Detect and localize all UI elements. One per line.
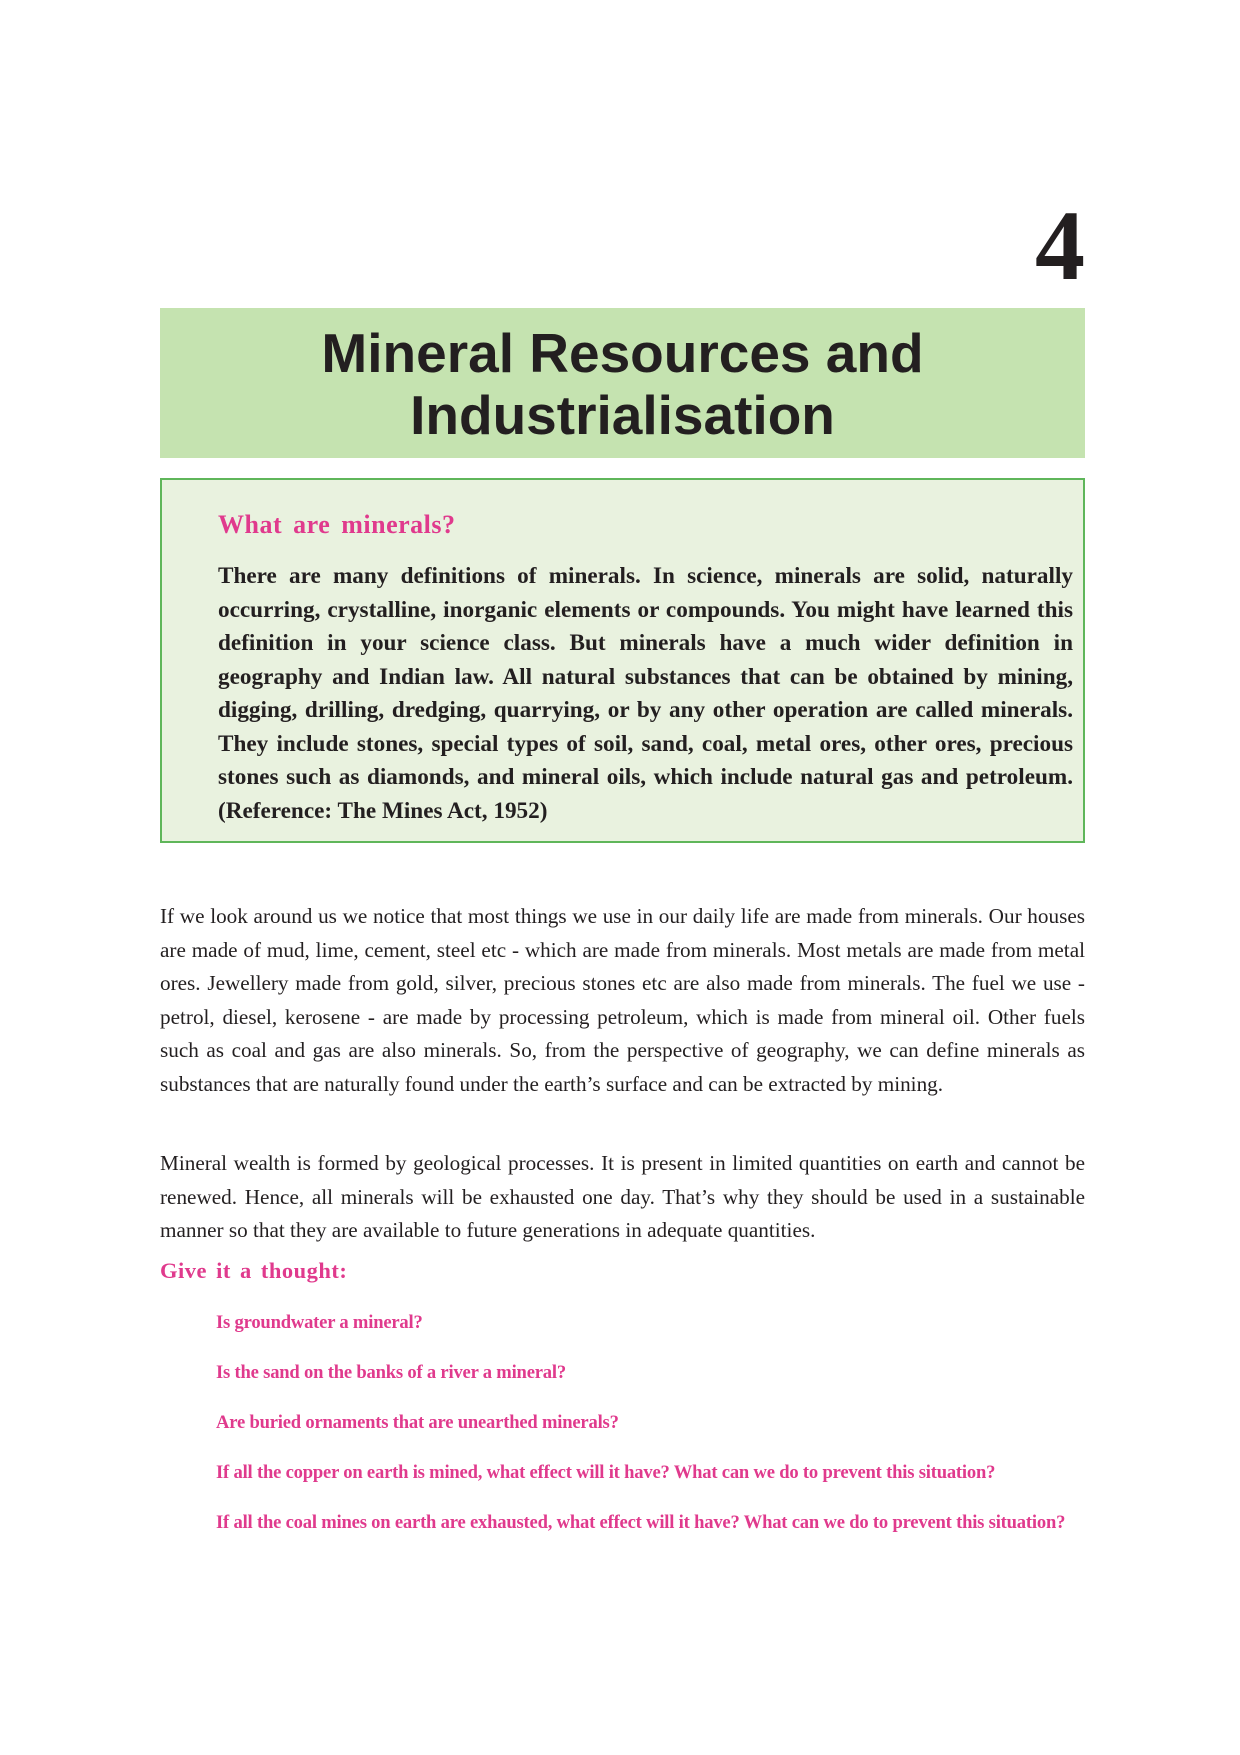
thought-question: Are buried ornaments that are unearthed minerals? xyxy=(216,1412,619,1433)
chapter-title-line-2: Industrialisation xyxy=(410,384,835,446)
give-it-a-thought-heading: Give it a thought: xyxy=(160,1258,348,1283)
thought-question: Is groundwater a mineral? xyxy=(216,1312,423,1333)
what-are-minerals-box xyxy=(160,478,1085,843)
thought-question: If all the copper on earth is mined, what effect will it have? What can we do to prevent this situation? xyxy=(216,1462,996,1483)
chapter-title-line-1: Mineral Resources and xyxy=(321,322,924,384)
thought-question: If all the coal mines on earth are exhausted, what effect will it have? What can we do to prevent this situation? xyxy=(216,1512,1066,1533)
body-paragraph-1: If we look around us we notice that most things we use in our daily life are made from minerals. Our houses are made of mud, lime, cement, steel etc - which are made from minerals. Most metals are made from metal ores. Jewellery made from gold, silver, precious stones etc are also made from minerals. The fuel we use - petrol, diesel, kerosene - are made by processing petroleum, which is made from mineral oil. Other fuels such as coal and gas are also minerals. So, from the perspective of geography, we can define minerals as substances that are naturally found under the earth’s surface and can be extracted by mining. xyxy=(160,904,1085,1096)
thought-question: Is the sand on the banks of a river a mineral? xyxy=(216,1362,566,1383)
chapter-title-banner xyxy=(160,308,1085,458)
thought-questions-list xyxy=(216,1308,1086,1558)
box-definition-text: There are many definitions of minerals. In science, minerals are solid, naturally occurring, crystalline, inorganic elements or compounds. You might have learned this definition in your science class. But minerals have a much wider definition in geography and Indian law. All natural substances that can be obtained by mining, digging, drilling, dredging, quarrying, or by any other operation are called minerals. They include stones, special types of soil, sand, coal, metal ores, other ores, precious stones such as diamonds, and mineral oils, which include natural gas and petroleum. (Reference: The Mines Act, 1952) xyxy=(218,563,1073,824)
chapter-number: 4 xyxy=(1035,190,1085,301)
box-heading: What are minerals? xyxy=(218,510,456,539)
body-paragraph-2: Mineral wealth is formed by geological processes. It is present in limited quantities on earth and cannot be renewed. Hence, all minerals will be exhausted one day. That’s why they should be used in a sustainable manner so that they are available to future generations in adequate quantities. xyxy=(160,1151,1085,1242)
